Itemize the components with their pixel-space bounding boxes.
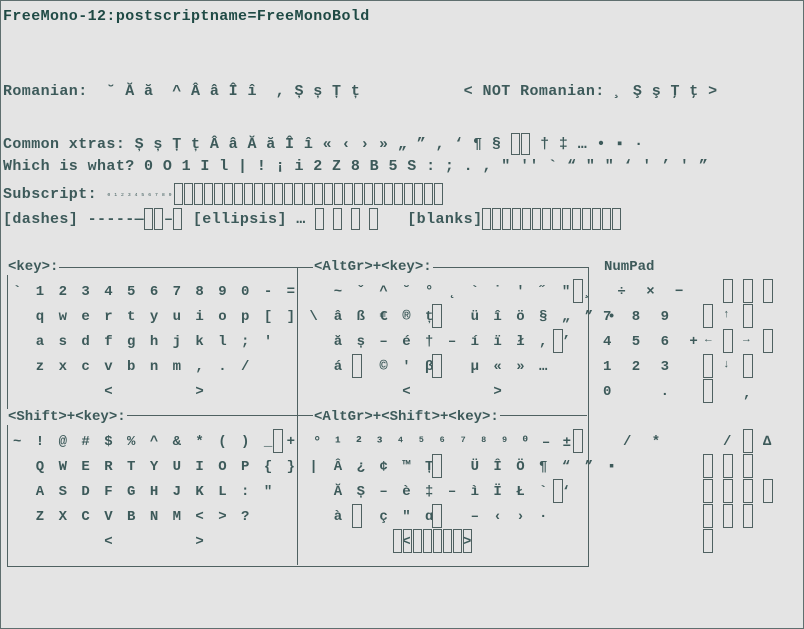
key-row: a s d f g h j k l ; ': [13, 334, 276, 350]
left-arrow-icon: ←: [705, 334, 718, 346]
font-title: FreeMono-12:postscriptname=FreeMonoBold: [3, 8, 370, 25]
which-is-what-line: Which is what? 0 O 1 I l | ! ¡ i 2 Z 8 B 5 S : ; . , " '' ` “ ″ ″ ‘ ' ’ ′ ”: [3, 158, 709, 175]
delta-icon: ∆: [763, 434, 778, 450]
dashes-mid: –: [164, 210, 174, 228]
panel-key-label: <key>:: [8, 259, 59, 275]
dashes-label: [dashes] -----—: [3, 210, 145, 228]
ellipsis-label: [ellipsis] …: [183, 210, 316, 228]
key-row: z x c v b n m , . /: [13, 359, 253, 375]
romanian-line: Romanian: ˘ Ă ă ^ Â â Î î , Ș ș Ț ț < NOT Romanian: ¸ Ş ş Ţ ţ >: [3, 83, 718, 100]
common-xtras-tail: † ‡ … • ▪ ·: [530, 135, 644, 153]
subscript-label: Subscript:: [3, 185, 107, 203]
key-row: Â ¿ ¢ ™ Ț Ü Î Ö ¶ “ ” ▪: [311, 459, 619, 475]
subscript-digits: ₀₁₂₃₄₅₆₇₈₉: [106, 189, 175, 199]
key-row: à ç ″ ɑ – ‹ › ·: [311, 509, 551, 525]
down-arrow-icon: ↓: [723, 359, 736, 371]
key-row: < >: [13, 384, 207, 400]
key-row: q w e r t y u i o p [ ] \: [13, 309, 321, 325]
numpad-row: 1 2 3: [603, 359, 676, 375]
key-row: < >: [311, 384, 505, 400]
key-row: ~ ! @ # $ % ^ & * ( ) _ +: [13, 434, 299, 450]
key-row: Ă Ș – è ‡ – ì Ï Ł ` ‘: [311, 484, 574, 500]
key-row: â ß € ® ț ü î ö § „ ” •: [311, 309, 619, 325]
missing-glyph-boxes: [511, 133, 531, 155]
numpad-row: 7 8 9: [603, 309, 676, 325]
panel-altgr-shift-key-label: <AltGr>+<Shift>+<key>:: [314, 409, 499, 425]
key-row: Q W E R T Y U I O P { } |: [13, 459, 321, 475]
panel-shift-key-label: <Shift>+<key>:: [8, 409, 126, 425]
subscript-line: [3, 183, 444, 205]
key-row: ° ¹ ² ³ ⁴ ⁵ ⁶ ⁷ ⁸ ⁹ ⁰ – ±: [313, 435, 574, 451]
common-xtras-text: Common xtras: Ș ș Ț ț Â â Ă ă Î î « ‹ › » „ ” , ‘ ¶ §: [3, 135, 502, 153]
key-row: <: [311, 534, 414, 550]
up-arrow-icon: ↑: [723, 309, 736, 321]
numpad-row: ÷ × −: [603, 284, 690, 300]
key-row: Z X C V B N M < > ?: [13, 509, 253, 525]
panel-altgr-key-label: <AltGr>+<key>:: [314, 259, 432, 275]
numpad-row: 4 5 6 +: [603, 334, 704, 350]
key-row: A S D F G H J K L : ": [13, 484, 276, 500]
numpad-label: NumPad: [604, 259, 655, 275]
key-row: ` 1 2 3 4 5 6 7 8 9 0 - =: [13, 284, 299, 300]
subscript-missing-boxes: [174, 183, 444, 205]
key-row: < >: [13, 534, 207, 550]
numpad-comma: ,: [743, 386, 758, 402]
right-arrow-icon: →: [743, 334, 756, 346]
key-row: á © ′ β µ « » …: [311, 359, 551, 375]
key-row: ă ș – é † – í ï ł , ’: [311, 334, 574, 350]
numpad-row: 0 .: [603, 384, 676, 400]
dashes-line: [3, 208, 622, 230]
terminal-window: FreeMono-12:postscriptname=FreeMonoBold Romanian: ˘ Ă ă ^ Â â Î î , Ș ș Ț ț < NOT Romanian: ¸ Ş ş Ţ ţ > Common xtras: Ș ș Ț ț Â â Ă ă Î î « ‹ › » „ ” , ‘ ¶ § † ‡ … • ▪ · Which is what? 0 O 1 I l | ! ¡ i 2 Z 8 B 5 S : ; . , " '' ` “ ″ ″ ‘ ' ’ ′ ” Subscript: ₀₁₂₃₄₅₆₇₈₉ [dashes] -----— – [ellipsis] … [blanks] <key>: ` 1 2 3 4 5 6 7 8 9 0 - = q w e r t y u i o p [ ] \ a s d f g h j k l ; ' z x c v b n m , . / < > <AltGr>+<key>: ~ ˇ ^ ˘ ° ˛ ` ˙ ' ˝ " ¸ â ß € ® ț ü î ö § „ ” • ă ș – é † – í ï ł , ’ á © ′ β µ « » … < > <Shift>+<key>: ~ ! @ # $ % ^ & * ( ) _ + Q W E R T Y U I O P { } | A S D F G H J K L : " Z X C V B N M < > ? < > <AltGr>+<Shift>+<key>: ° ¹ ² ³ ⁴ ⁵ ⁶ ⁷ ⁸ ⁹ ⁰ – ± Â ¿ ¢ ™ Ț Ü Î Ö ¶ “ ” ▪ Ă Ș – è ‡ – ì Ï Ł ` ‘ à ç ″ ɑ – ‹ › · < > NumPad ÷ × − 7 8 9 4 5 6 + 1 2 3 0 . ↑ ← → ↓ , / * / ∆: [0, 0, 804, 629]
numpad-slash-star: / *: [623, 434, 667, 450]
key-row: ~ ˇ ^ ˘ ° ˛ ` ˙ ' ˝ " ¸: [311, 284, 597, 300]
numpad-slash: /: [723, 434, 738, 450]
blanks-label: [blanks]: [379, 210, 483, 228]
common-xtras-line: [3, 133, 644, 155]
